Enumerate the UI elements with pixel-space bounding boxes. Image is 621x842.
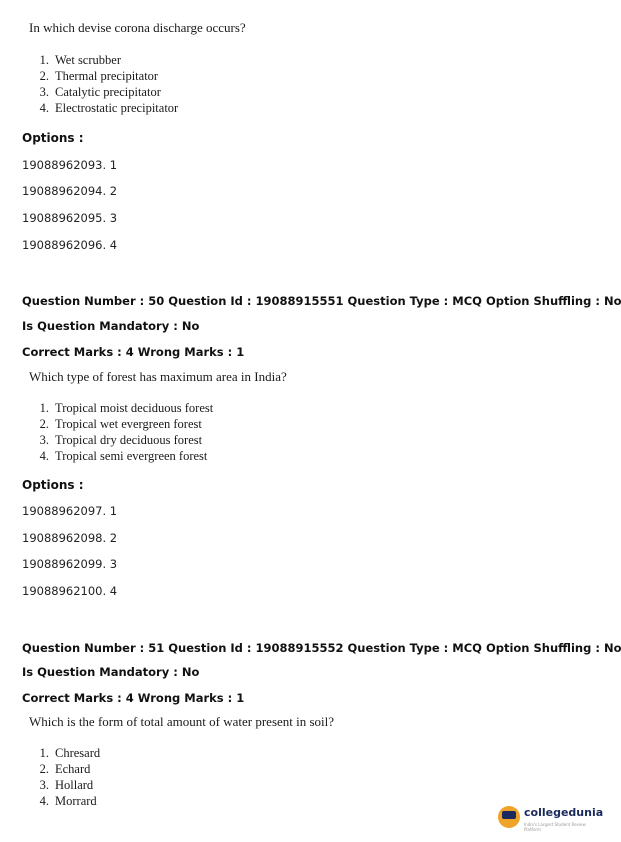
collegedunia-logo — [494, 800, 604, 834]
choice-item: 4. Morrard — [39, 794, 97, 808]
option-item: 19088962097. 1 — [22, 504, 118, 518]
choice-item: 3. Catalytic precipitator — [39, 85, 161, 99]
choice-item: 1. Tropical moist deciduous forest — [39, 401, 214, 415]
mandatory-label: Is Question Mandatory : No — [22, 665, 200, 679]
option-item: 19088962095. 3 — [22, 211, 118, 225]
question-header: Question Number : 51 Question Id : 19088915552 Question Type : MCQ Option Shuffling : No — [22, 641, 621, 655]
options-heading: Options : — [22, 478, 84, 492]
question-text: Which type of forest has maximum area in India? — [29, 369, 287, 384]
option-item: 19088962096. 4 — [22, 238, 118, 252]
option-item: 19088962094. 2 — [22, 184, 118, 198]
option-item: 19088962099. 3 — [22, 557, 118, 571]
choice-item: 3. Hollard — [39, 778, 94, 792]
choice-item: 4. Electrostatic precipitator — [39, 101, 179, 115]
options-heading: Options : — [22, 131, 84, 145]
choice-item: 3. Tropical dry deciduous forest — [39, 433, 203, 447]
choice-item: 2. Tropical wet evergreen forest — [39, 417, 202, 431]
logo-name: collegedunia — [524, 806, 604, 819]
question-header: Question Number : 50 Question Id : 19088915551 Question Type : MCQ Option Shuffling : No — [22, 294, 621, 308]
choice-item: 2. Echard — [39, 762, 91, 776]
graduation-cap-icon — [498, 806, 520, 828]
marks-label: Correct Marks : 4 Wrong Marks : 1 — [22, 345, 245, 359]
choice-item: 4. Tropical semi evergreen forest — [39, 449, 208, 463]
question-text: In which devise corona discharge occurs? — [29, 20, 246, 35]
marks-label: Correct Marks : 4 Wrong Marks : 1 — [22, 691, 245, 705]
choice-item: 2. Thermal precipitator — [39, 69, 159, 83]
option-item: 19088962098. 2 — [22, 531, 118, 545]
choice-item: 1. Wet scrubber — [39, 53, 121, 67]
question-text: Which is the form of total amount of water present in soil? — [29, 714, 335, 729]
option-item: 19088962093. 1 — [22, 158, 118, 172]
mandatory-label: Is Question Mandatory : No — [22, 319, 200, 333]
choice-item: 1. Chresard — [39, 746, 101, 760]
option-item: 19088962100. 4 — [22, 584, 118, 598]
logo-tagline: India's Largest Student Review Platform — [524, 822, 586, 832]
